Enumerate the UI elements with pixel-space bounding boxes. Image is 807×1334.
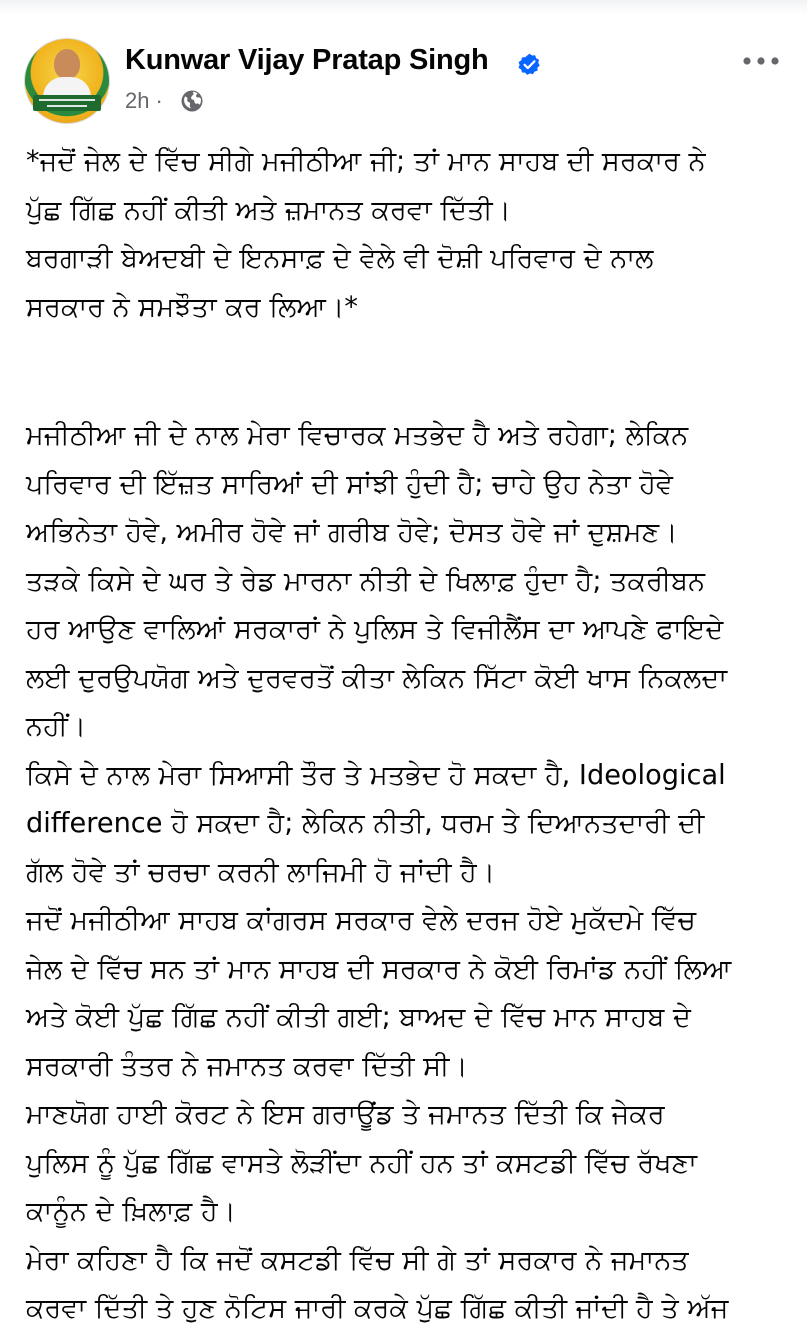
post-text-line: ਪੁੱਛ ਗਿੱਛ ਨਹੀਂ ਕੀਤੀ ਅਤੇ ਜ਼ਮਾਨਤ ਕਰਵਾ ਦਿੱਤੀ।: [26, 194, 511, 226]
meta-separator: ·: [155, 88, 163, 113]
post-text-line: ਕਾਨੂੰਨ ਦੇ ਖ਼ਿਲਾਫ਼ ਹੈ।: [26, 1196, 236, 1227]
post-text-line: ਪਰਿਵਾਰ ਦੀ ਇੱਜ਼ਤ ਸਾਰਿਆਂ ਦੀ ਸਾਂਝੀ ਹੁੰਦੀ ਹੈ; ਚਾਹੇ ਉਹ ਨੇਤਾ ਹੋਵੇ: [26, 468, 673, 500]
post-text-line: ਜਦੋਂ ਮਜੀਠੀਆ ਸਾਹਬ ਕਾਂਗਰਸ ਸਰਕਾਰ ਵੇਲੇ ਦਰਜ ਹੋਏ ਮੁਕੱਦਮੇ ਵਿੱਚ: [26, 905, 696, 936]
post-text-line: ਅਭਿਨੇਤਾ ਹੋਵੇ, ਅਮੀਰ ਹੋਵੇ ਜਾਂ ਗਰੀਬ ਹੋਵੇ; ਦੋਸਤ ਹੋਵੇ ਜਾਂ ਦੁਸ਼ਮਣ।: [26, 517, 678, 548]
author-name[interactable]: Kunwar Vijay Pratap Singh: [125, 44, 489, 76]
verified-badge-icon: [517, 52, 542, 77]
post-text-line: ਸਰਕਾਰ ਨੇ ਸਮਝੌਤਾ ਕਰ ਲਿਆ।*: [26, 291, 359, 323]
post-text-line: ਕਿਸੇ ਦੇ ਨਾਲ ਮੇਰਾ ਸਿਆਸੀ ਤੌਰ ਤੇ ਮਤਭੇਦ ਹੋ ਸਕਦਾ ਹੈ, Ideological: [26, 759, 726, 791]
post-text-line: ਮੇਰਾ ਕਹਿਣਾ ਹੈ ਕਿ ਜਦੋਂ ਕਸਟਡੀ ਵਿੱਚ ਸੀ ਗੇ ਤਾਂ ਸਰਕਾਰ ਨੇ ਜਮਾਨਤ: [26, 1244, 689, 1276]
post-text-line: ਮਾਣਯੋਗ ਹਾਈ ਕੋਰਟ ਨੇ ਇਸ ਗਰਾਊਂਡ ਤੇ ਜਮਾਨਤ ਦਿੱਤੀ ਕਿ ਜੇਕਰ: [26, 1099, 665, 1130]
post-text-line: ਤੜਕੇ ਕਿਸੇ ਦੇ ਘਰ ਤੇ ਰੇਡ ਮਾਰਨਾ ਨੀਤੀ ਦੇ ਖਿਲਾਫ਼ ਹੁੰਦਾ ਹੈ; ਤਕਰੀਬਨ: [26, 565, 706, 597]
post-text-line: ਸਰਕਾਰੀ ਤੰਤਰ ਨੇ ਜਮਾਨਤ ਕਰਵਾ ਦਿੱਤੀ ਸੀ।: [26, 1050, 468, 1082]
post-text-line: *ਜਦੋਂ ਜੇਲ ਦੇ ਵਿੱਚ ਸੀਗੇ ਮਜੀਠੀਆ ਜੀ; ਤਾਂ ਮਾਨ ਸਾਹਬ ਦੀ ਸਰਕਾਰ ਨੇ: [26, 146, 706, 177]
post-meta: [125, 88, 169, 114]
post-text-line: ਮਜੀਠੀਆ ਜੀ ਦੇ ਨਾਲ ਮੇਰਾ ਵਿਚਾਰਕ ਮਤਭੇਦ ਹੈ ਅਤੇ ਰਹੇਗਾ; ਲੇਕਿਨ: [26, 420, 689, 451]
more-options-icon[interactable]: [742, 54, 780, 68]
paragraph-gap: [26, 332, 798, 412]
post-text-line: ਲਈ ਦੁਰਉਪਯੋਗ ਅਤੇ ਦੁਰਵਰਤੋਂ ਕੀਤਾ ਲੇਕਿਨ ਸਿੱਟਾ ਕੋਈ ਖਾਸ ਨਿਕਲਦਾ: [26, 662, 728, 694]
post-text-line: ਕਰਵਾ ਦਿੱਤੀ ਤੇ ਹੁਣ ਨੋਟਿਸ ਜਾਰੀ ਕਰਕੇ ਪੁੱਛ ਗਿੱਛ ਕੀਤੀ ਜਾਂਦੀ ਹੈ ਤੇ ਅੱਜ: [26, 1293, 729, 1324]
post-text-line: ਬਰਗਾੜੀ ਬੇਅਦਬੀ ਦੇ ਇਨਸਾਫ਼ ਦੇ ਵੇਲੇ ਵੀ ਦੋਸ਼ੀ ਪਰਿਵਾਰ ਦੇ ਨਾਲ: [26, 243, 654, 274]
post-text-line: ਨਹੀਂ।: [26, 711, 87, 742]
avatar-face: [54, 49, 80, 79]
post-text-line: difference ਹੋ ਸਕਦਾ ਹੈ; ਲੇਕਿਨ ਨੀਤੀ, ਧਰਮ ਤੇ ਦਿਆਨਤਦਾਰੀ ਦੀ: [26, 808, 705, 839]
avatar-shirt: [43, 77, 91, 97]
avatar-banner: [33, 95, 101, 111]
avatar-banner-line: [39, 99, 95, 101]
post-text-line: ਹਰ ਆਉਣ ਵਾਲਿਆਂ ਸਰਕਾਰਾਂ ਨੇ ਪੁਲਿਸ ਤੇ ਵਿਜੀਲੈਂਸ ਦਾ ਆਪਣੇ ਫਾਇਦੇ: [26, 614, 724, 645]
post-text-line: ਪੁਲਿਸ ਨੂੰ ਪੁੱਛ ਗਿੱਛ ਵਾਸਤੇ ਲੋੜੀਂਦਾ ਨਹੀਂ ਹਨ ਤਾਂ ਕਸਟਡੀ ਵਿੱਚ ਰੱਖਣਾ: [26, 1147, 698, 1179]
post-text: [26, 138, 798, 1334]
post-timestamp[interactable]: 2h: [125, 88, 150, 113]
post-text-line: ਗੱਲ ਹੋਵੇ ਤਾਂ ਚਰਚਾ ਕਰਨੀ ਲਾਜਿਮੀ ਹੋ ਜਾਂਦੀ ਹੈ।: [26, 856, 496, 888]
globe-icon[interactable]: [180, 89, 204, 113]
post-header: [0, 0, 807, 130]
post-text-line: ਜੇਲ ਦੇ ਵਿੱਚ ਸਨ ਤਾਂ ਮਾਨ ਸਾਹਬ ਦੀ ਸਰਕਾਰ ਨੇ ਕੋਈ ਰਿਮਾਂਡ ਨਹੀਂ ਲਿਆ: [26, 953, 732, 985]
profile-avatar[interactable]: [24, 38, 110, 124]
post-text-line: ਅਤੇ ਕੋਈ ਪੁੱਛ ਗਿੱਛ ਨਹੀਂ ਕੀਤੀ ਗਈ; ਬਾਅਦ ਦੇ ਵਿੱਚ ਮਾਨ ਸਾਹਬ ਦੇ: [26, 1002, 692, 1033]
avatar-banner-line: [47, 105, 87, 107]
